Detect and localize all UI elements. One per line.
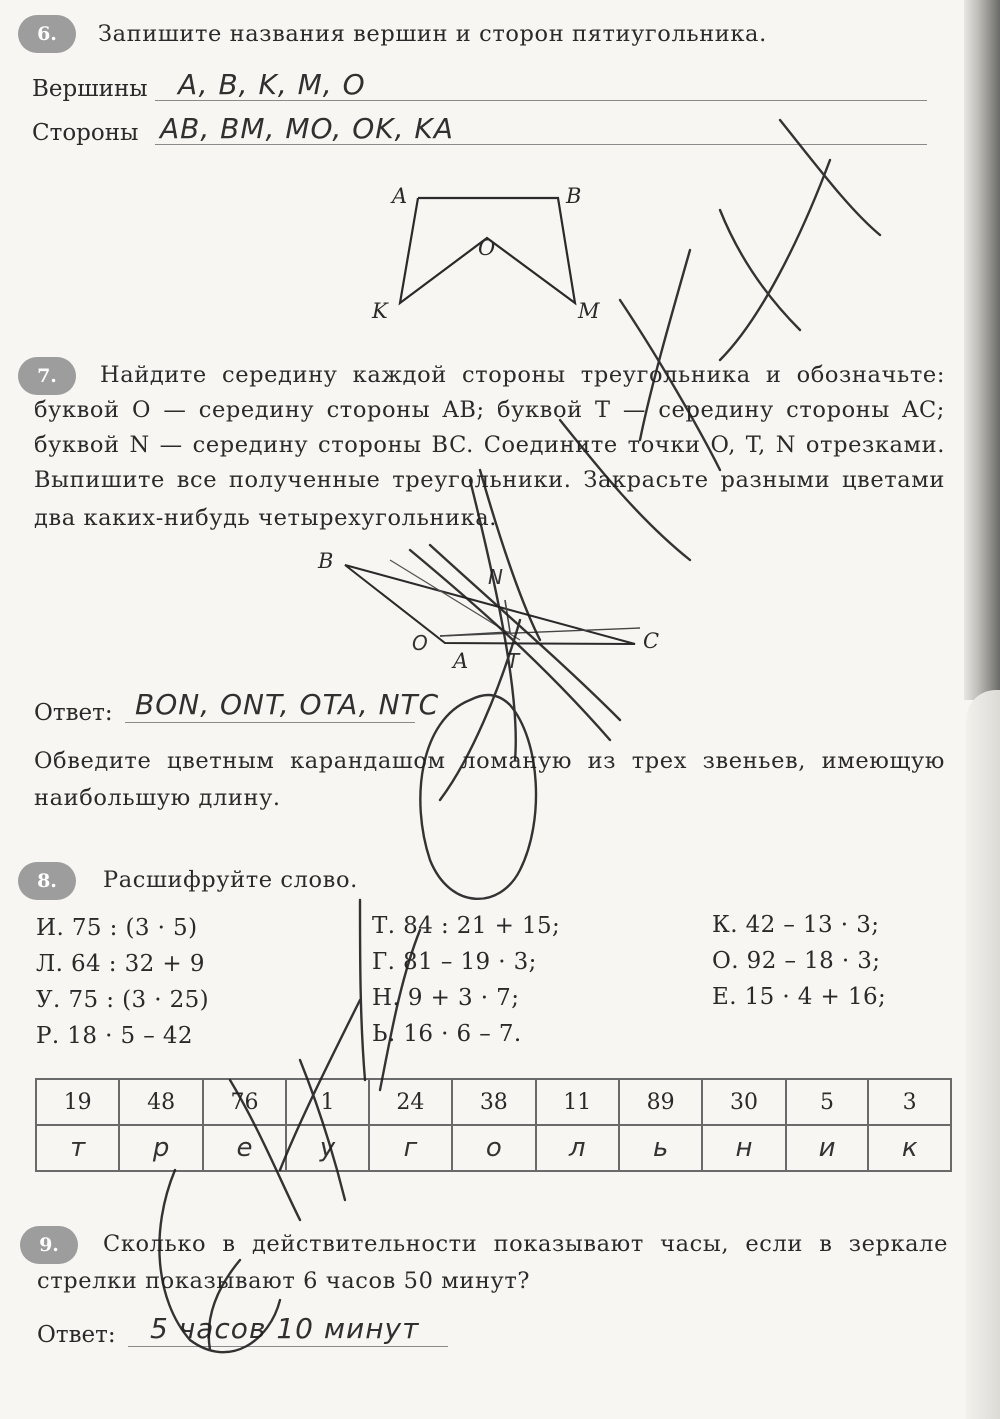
task7-extra-line-1: Обведите цветным карандашом ломаную из трех звеньев, имеющую [34,748,945,774]
vertices-label: Вершины [32,76,148,102]
task7-number-badge: 7. [18,357,76,395]
expr-o: О. 92 – 18 · 3; [712,948,881,974]
task9-number-badge: 9. [20,1226,78,1264]
cipher-number: 11 [536,1079,619,1125]
cipher-number: 1 [286,1079,369,1125]
cipher-number: 19 [36,1079,119,1125]
vertices-answer: A, B, K, M, O [178,68,366,101]
task9-line-1: Сколько в действительности показывают часы, если в зеркале [103,1231,948,1257]
task7-answer-line [125,722,415,723]
expr-n: Н. 9 + 3 · 7; [372,985,520,1011]
expr-r: Р. 18 · 5 – 42 [36,1023,193,1049]
task7-answer-label: Ответ: [34,700,113,726]
expr-t: Т. 84 : 21 + 15; [372,913,561,939]
task7-answer: BON, ONT, OTA, NTC [135,688,440,721]
cipher-number: 38 [452,1079,535,1125]
expr-soft: Ь. 16 · 6 – 7. [372,1021,522,1047]
task7-line-5: два каких-нибудь четырехугольника. [34,505,498,531]
expr-e: Е. 15 · 4 + 16; [712,984,887,1010]
triangle-label-n: N [488,565,503,589]
page-edge-shadow [964,0,1000,700]
cipher-number: 30 [702,1079,785,1125]
expr-u: У. 75 : (3 · 25) [36,987,210,1013]
cipher-letter: е [203,1125,286,1171]
sides-answer: AB, BM, MO, OK, KA [160,112,454,145]
expr-k: К. 42 – 13 · 3; [712,912,880,938]
task7-line-2: буквой O — середину стороны AB; буквой T — середину стороны AC; [34,397,945,423]
cipher-letters-row [36,1125,951,1171]
triangle-label-t: T [507,649,520,670]
cipher-letter: о [452,1125,535,1171]
triangle-label-c: C [643,629,660,653]
cipher-letter: ь [619,1125,702,1171]
task6-prompt: Запишите названия вершин и сторон пятиугольника. [98,21,767,47]
sides-label: Стороны [32,120,139,146]
pentagon-label-a: A [392,184,408,208]
task9-answer-label: Ответ: [37,1322,116,1348]
cipher-number: 48 [119,1079,202,1125]
cipher-letter: р [119,1125,202,1171]
cipher-number: 76 [203,1079,286,1125]
pentagon-label-b: B [566,184,582,208]
task7-line-1: Найдите середину каждой стороны треугольника и обозначьте: [100,362,945,388]
cipher-table [35,1078,952,1172]
task8-prompt: Расшифруйте слово. [103,867,358,893]
task6-number-badge: 6. [18,15,76,53]
task9-line-2: стрелки показывают 6 часов 50 минут? [37,1268,531,1294]
triangle-figure [310,540,680,670]
pentagon-figure [370,178,630,328]
triangle-label-a: A [453,649,469,670]
expr-l: Л. 64 : 32 + 9 [36,951,205,977]
cipher-number: 89 [619,1079,702,1125]
task7-line-4: Выпишите все полученные треугольники. Закрасьте разными цветами [34,467,945,493]
triangle-label-b: B [318,549,334,573]
cipher-letter: г [369,1125,452,1171]
pentagon-label-o: O [478,236,496,260]
task7-extra-line-2: наибольшую длину. [34,785,281,811]
expr-g: Г. 81 – 19 · 3; [372,949,537,975]
pentagon-label-k: K [372,299,388,323]
task7-line-3: буквой N — середину стороны BC. Соедините точки O, T, N отрезками. [34,432,945,458]
page-edge-curl [966,690,1000,1419]
task8-number-badge: 8. [18,862,76,900]
pentagon-label-m: M [578,299,600,323]
cipher-number: 3 [868,1079,951,1125]
triangle-label-o: O [412,631,428,655]
cipher-number: 24 [369,1079,452,1125]
task9-answer: 5 часов 10 минут [150,1312,420,1345]
cipher-letter: у [286,1125,369,1171]
cipher-number: 5 [786,1079,869,1125]
task9-answer-line [128,1346,448,1347]
cipher-numbers-row [36,1079,951,1125]
cipher-letter: к [868,1125,951,1171]
cipher-letter: и [786,1125,869,1171]
cipher-letter: т [36,1125,119,1171]
cipher-letter: л [536,1125,619,1171]
cipher-letter: н [702,1125,785,1171]
expr-i: И. 75 : (3 · 5) [36,915,198,941]
